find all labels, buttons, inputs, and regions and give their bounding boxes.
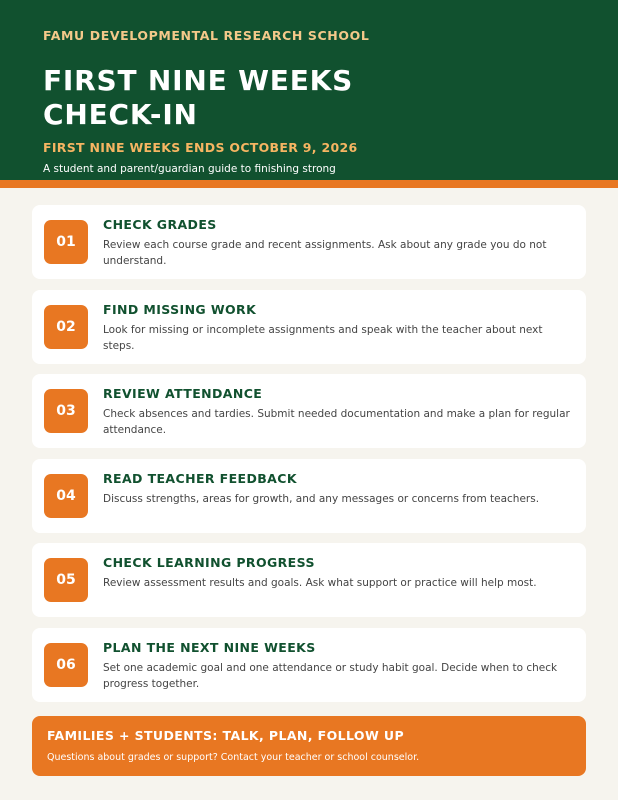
step-card-1 [32,205,586,279]
step-description: Review each course grade and recent assignments. Ask about any grade you do not understand. [103,239,547,267]
header-accent-stripe [0,180,618,188]
header-banner [0,0,618,180]
footer-callout [32,716,586,776]
step-card-4 [32,459,586,533]
step-title: REVIEW ATTENDANCE [103,386,263,401]
step-description: Discuss strengths, areas for growth, and any messages or concerns from teachers. [103,492,540,505]
step-description: Look for missing or incomplete assignments and speak with the teacher about next steps. [103,323,543,352]
step-title: CHECK GRADES [103,217,217,232]
step-number-badge: 03 [44,389,88,433]
page-subtitle: FIRST NINE WEEKS ENDS OCTOBER 9, 2026 [43,140,358,155]
step-card-5 [32,543,586,617]
step-title: PLAN THE NEXT NINE WEEKS [103,639,316,655]
step-description: Review assessment results and goals. Ask what support or practice will help most. [103,577,537,589]
page-title [43,64,563,132]
step-number-badge: 02 [44,305,88,349]
page-title-line-2: CHECK-IN [43,98,198,131]
step-number-badge: 05 [44,558,88,602]
step-number-badge: 04 [44,474,88,518]
step-description: Set one academic goal and one attendance or study habit goal. Decide when to check progress together. [103,661,558,690]
step-title: CHECK LEARNING PROGRESS [103,555,315,570]
page-title-line-1: FIRST NINE WEEKS [43,64,354,97]
checklist-steps [32,205,586,712]
step-card-3 [32,374,586,448]
step-title: FIND MISSING WORK [103,301,257,317]
step-number-badge: 06 [44,643,88,687]
step-title: READ TEACHER FEEDBACK [103,470,297,486]
step-number-badge: 01 [44,220,88,264]
step-card-2 [32,290,586,364]
page-tagline: A student and parent/guardian guide to finishing strong [43,163,336,175]
step-card-6 [32,628,586,702]
school-name: FAMU DEVELOPMENTAL RESEARCH SCHOOL [43,28,370,43]
footer-text: Questions about grades or support? Contact your teacher or school counselor. [47,752,420,763]
footer-title: FAMILIES + STUDENTS: TALK, PLAN, FOLLOW UP [47,728,405,743]
step-description: Check absences and tardies. Submit needed documentation and make a plan for regular attendance. [103,408,570,436]
